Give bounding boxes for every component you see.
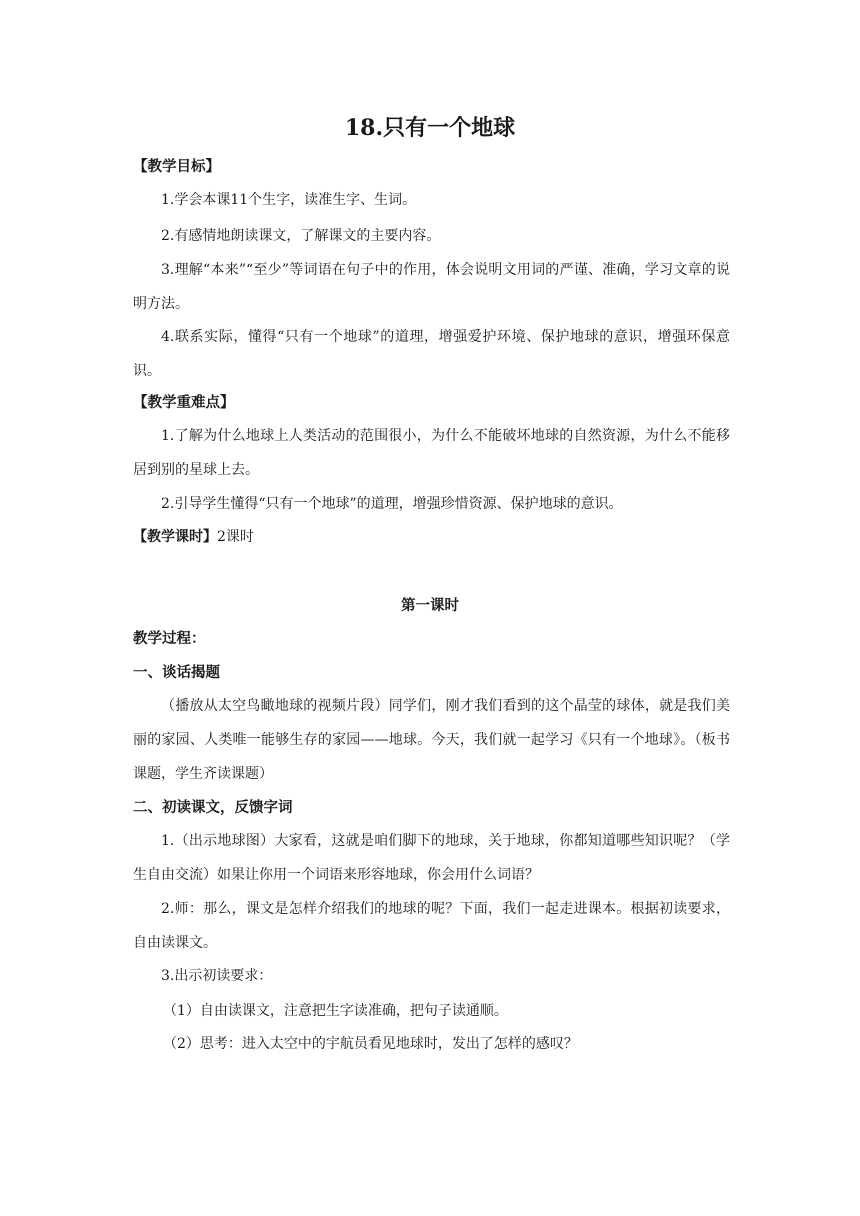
key-point-item-2: 2.引导学生懂得“只有一个地球”的道理，增强珍惜资源、保护地球的意识。 (161, 496, 623, 512)
process-heading: 教学过程： (133, 630, 206, 647)
key-points-heading: 【教学重难点】 (133, 394, 235, 411)
section2-item-2: 2.师：那么，课文是怎样介绍我们的地球的呢？下面，我们一起走进课本。根据初读要求，自由读课文。 (133, 901, 730, 951)
section2-item-3: 3.出示初读要求： (161, 968, 273, 984)
section2-heading: 二、初读课文，反馈字词 (133, 799, 293, 816)
lesson1-heading: 第一课时 (401, 597, 459, 614)
page-title: 18.只有一个地球 (344, 115, 516, 141)
lesson-hours-label: 【教学课时】 (133, 529, 217, 545)
section2-subitem-1: （1）自由读课文，注意把生字读准确，把句子读通顺。 (163, 1003, 508, 1019)
lesson-hours (133, 526, 730, 548)
section1-heading: 一、谈话揭题 (133, 664, 220, 681)
key-point-item-1: 1.了解为什么地球上人类活动的范围很小，为什么不能破坏地球的自然资源，为什么不能移居到别的星球上去。 (133, 428, 730, 478)
lesson-hours-value: 2课时 (217, 529, 254, 545)
section2-item-1: 1.（出示地球图）大家看，这就是咱们脚下的地球，关于地球，你都知道哪些知识呢？（学生自由交流）如果让你用一个词语来形容地球，你会用什么词语？ (133, 833, 730, 883)
section2-subitem-2: （2）思考：进入太空中的宇航员看见地球时，发出了怎样的感叹？ (163, 1036, 578, 1052)
goal-item-3: 3.理解“本来”“至少”等词语在句子中的作用，体会说明文用词的严谨、准确，学习文章的说明方法。 (133, 262, 730, 312)
section1-text: （播放从太空鸟瞰地球的视频片段）同学们，刚才我们看到的这个晶莹的球体，就是我们美丽的家园、人类唯一能够生存的家园——地球。今天，我们就一起学习《只有一个地球》。（板书课题，学生齐读课题） (133, 698, 730, 782)
goal-item-4: 4.联系实际，懂得“只有一个地球”的道理，增强爱护环境、保护地球的意识，增强环保意识。 (133, 329, 730, 379)
goal-item-1: 1.学会本课11个生字，读准生字、生词。 (161, 192, 417, 208)
goal-item-2: 2.有感情地朗读课文，了解课文的主要内容。 (161, 228, 441, 244)
goals-heading: 【教学目标】 (133, 158, 220, 175)
